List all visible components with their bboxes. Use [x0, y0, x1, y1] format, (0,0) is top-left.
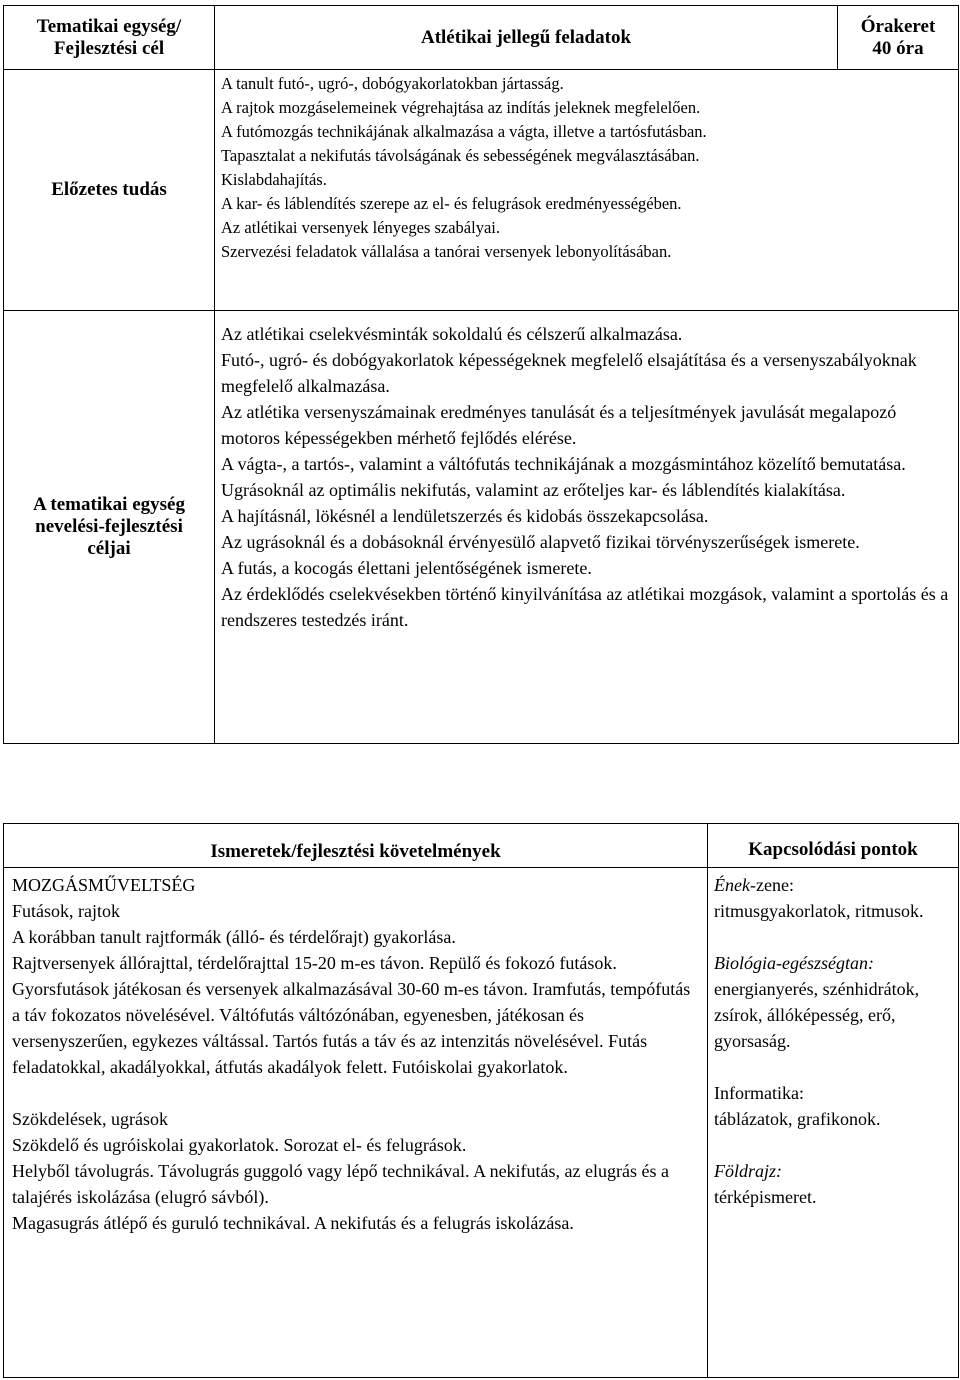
goals-label-line3: céljai [87, 538, 131, 559]
subsection-title-jumping: Szökdelések, ugrások [12, 1109, 168, 1129]
connection-group-music [714, 872, 952, 924]
requirement-paragraph: Szökdelő és ugróiskolai gyakorlatok. Sorozat el- és felugrások. [12, 1135, 467, 1155]
requirements-header: Ismeretek/fejlesztési követelmények [4, 824, 708, 868]
prior-knowledge-line: Kislabdahajítás. [221, 170, 327, 189]
goals-row [4, 311, 959, 744]
prior-knowledge-line: A tanult futó-, ugró-, dobógyakorlatokban jártasság. [221, 74, 564, 93]
goals-label-line1: A tematikai egység [33, 494, 185, 515]
goals-label-line2: nevelési-fejlesztési [35, 516, 183, 537]
goal-paragraph: A hajításnál, lökésnél a lendületszerzés és kidobás összekapcsolása. [221, 506, 709, 526]
connection-subject-suffix: -zene: [749, 875, 794, 895]
header-unit-label-line1: Tematikai egység/ [36, 15, 182, 37]
subsection-title-running: Futások, rajtok [12, 901, 120, 921]
connection-subject: Ének [714, 875, 750, 895]
requirement-paragraph: Magasugrás átlépő és guruló technikával. A nekifutás és a felugrás iskolázása. [12, 1213, 574, 1233]
goal-paragraph: Futó-, ugró- és dobógyakorlatok képességeknek megfelelő elsajátítása és a versenyszabályoknak megfelelő alkalmazása. [221, 350, 917, 396]
goal-paragraph: Ugrásoknál az optimális nekifutás, valamint az erőteljes kar- és láblendítés kialakítása. [221, 480, 846, 500]
connection-group-geography [714, 1158, 952, 1210]
goal-paragraph: Az atlétikai cselekvésminták sokoldalú és célszerű alkalmazása. [221, 324, 683, 344]
requirement-paragraph: Rajtversenyek állórajttal, térdelőrajttal 15-20 m-es távon. Repülő és fokozó futások. Gyorsfutások játékosan és versenyek alkalmazásával 30-60 m-es távon. Iramfutás, tempófutás a táv fokozatos növelésével. Váltófutás váltózónában, egyenesben, játékosan és versenyszerűen, egykezes váltással. Tartós futás a táv és az intenzitás növelésével. Futás feladatokkal, akadályokkal, átfutás akadályok felett. Futóiskolai gyakorlatok. [12, 953, 691, 1077]
hours-frame-label: Órakeret [860, 15, 936, 37]
hours-frame-value: 40 óra [872, 37, 924, 59]
header-row [4, 6, 959, 70]
connections-content [708, 868, 959, 1378]
goals-label [4, 311, 215, 744]
requirement-paragraph: Helyből távolugrás. Távolugrás guggoló vagy lépő technikával. A nekifutás, az elugrás és a talajérés iskolázása (elugró sávból). [12, 1161, 669, 1207]
prior-knowledge-label: Előzetes tudás [4, 70, 215, 311]
prior-knowledge-line: A rajtok mozgáselemeinek végrehajtása az indítás jeleknek megfelelően. [221, 98, 701, 117]
goal-paragraph: A futás, a kocogás élettani jelentőségének ismerete. [221, 558, 592, 578]
goal-paragraph: A vágta-, a tartós-, valamint a váltófutás technikájának a mozgásmintához közelítő bemutatása. [221, 454, 906, 474]
section-title: MOZGÁSMŰVELTSÉG [12, 875, 196, 895]
connection-text: táblázatok, grafikonok. [714, 1109, 881, 1129]
header-unit-label [4, 6, 215, 70]
header-unit-label-line2: Fejlesztési cél [53, 37, 165, 59]
prior-knowledge-line: A futómozgás technikájának alkalmazása a vágta, illetve a tartósfutásban. [221, 122, 707, 141]
prior-knowledge-line: Szervezési feladatok vállalása a tanórai versenyek lebonyolításában. [221, 242, 672, 261]
connection-group-informatics [714, 1080, 952, 1132]
connection-text: energianyerés, szénhidrátok, zsírok, állóképesség, erő, gyorsaság. [714, 979, 920, 1051]
prior-knowledge-row [4, 70, 959, 311]
requirements-table [3, 823, 959, 1378]
thematic-unit-table [3, 5, 959, 744]
prior-knowledge-line: Az atlétikai versenyek lényeges szabályai. [221, 218, 501, 237]
goal-paragraph: Az atlétika versenyszámainak eredményes tanulását és a teljesítmények javulását megalapozó motoros képességekben mérhető fejlődés elérése. [221, 402, 897, 448]
requirements-header-row [4, 824, 959, 868]
requirements-content [4, 868, 708, 1378]
requirements-body-row [4, 868, 959, 1378]
goal-paragraph: Az ugrásoknál és a dobásoknál érvényesülő alapvető fizikai törvényszerűségek ismerete. [221, 532, 860, 552]
connection-text: térképismeret. [714, 1187, 817, 1207]
connection-group-biology [714, 950, 952, 1054]
prior-knowledge-line: A kar- és láblendítés szerepe az el- és felugrások eredményességében. [221, 194, 682, 213]
prior-knowledge-content [215, 70, 959, 311]
goals-content [215, 311, 959, 744]
prior-knowledge-line: Tapasztalat a nekifutás távolságának és sebességének megválasztásában. [221, 146, 700, 165]
connection-subject-suffix: Informatika: [714, 1083, 804, 1103]
hours-frame [838, 6, 959, 70]
connections-header: Kapcsolódási pontok [708, 824, 959, 868]
unit-title: Atlétikai jellegű feladatok [215, 6, 838, 70]
requirement-paragraph: A korábban tanult rajtformák (álló- és térdelőrajt) gyakorlása. [12, 927, 456, 947]
goal-paragraph: Az érdeklődés cselekvésekben történő kinyilvánítása az atlétikai mozgások, valamint a sportolás és a rendszeres testedzés iránt. [221, 584, 949, 630]
connection-subject: Biológia-egészségtan: [714, 953, 874, 973]
connection-subject: Földrajz: [714, 1161, 783, 1181]
connection-text: ritmusgyakorlatok, ritmusok. [714, 901, 924, 921]
